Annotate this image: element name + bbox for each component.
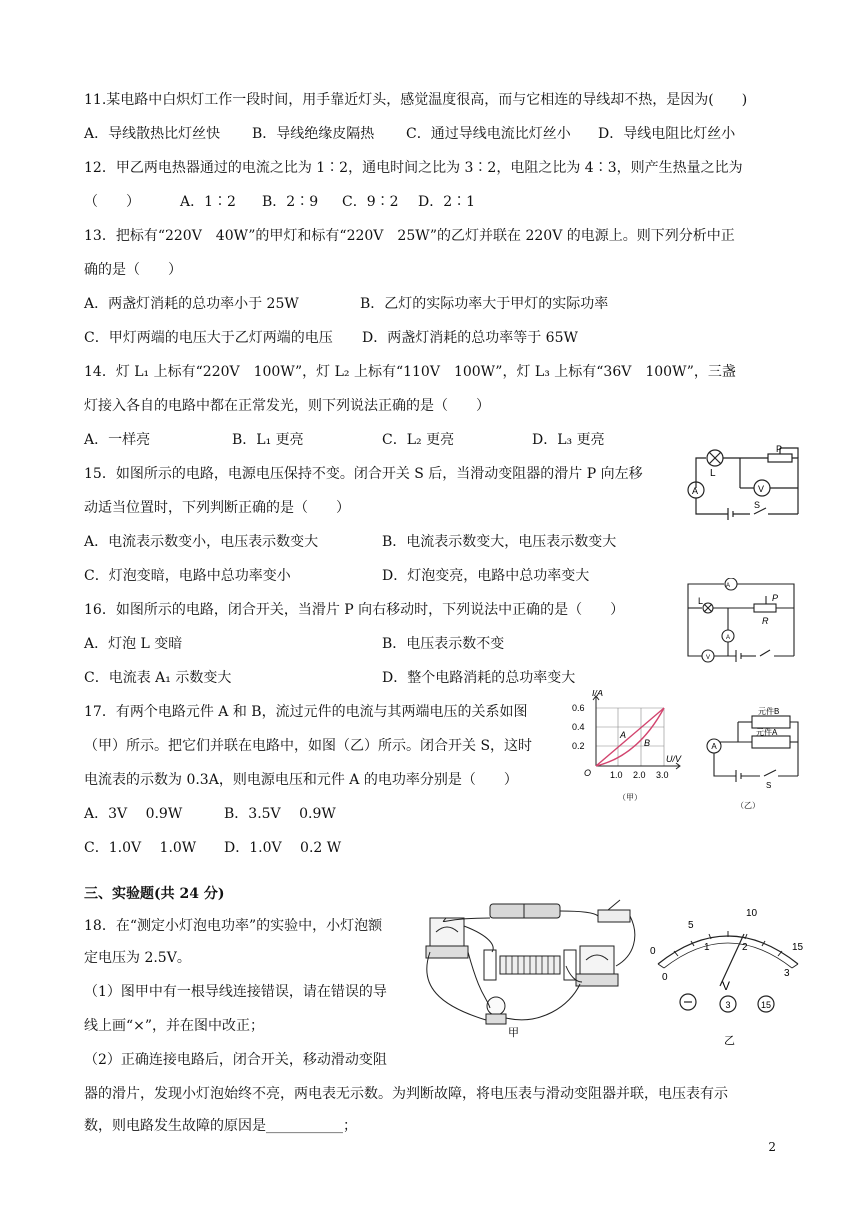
q15-stem-2: 动适当位置时，下列判断正确的是（ ）	[84, 500, 350, 516]
q13-option-d: D．两盏灯消耗的总功率等于 65W	[362, 330, 578, 346]
q18-line-2: 定电压为 2.5V。	[84, 950, 191, 966]
q11-option-b: B．导线绝缘皮隔热	[252, 126, 375, 142]
q16-option-d: D．整个电路消耗的总功率变大	[382, 670, 576, 686]
q14-option-c: C．L₂ 更亮	[382, 432, 455, 448]
q17-parallel-circuit	[700, 704, 804, 810]
q17-stem-2: （甲）所示。把它们并联在电路中，如图（乙）所示。闭合开关 S，这时	[84, 738, 533, 754]
q17-ammeter-label: A	[711, 742, 717, 751]
q16-label-r: R	[762, 616, 769, 626]
q12-option-d: D．2∶1	[418, 194, 476, 210]
meter-top-scale-0: 0	[650, 946, 656, 957]
q16-label-p: P	[772, 593, 779, 603]
q16-label-l: L	[698, 596, 704, 606]
q12-paren: （ ）	[84, 194, 140, 210]
q14-option-b: B．L₁ 更亮	[232, 432, 304, 448]
q17-graph-ylabel: I/A	[592, 690, 604, 698]
q17-iv-graph	[568, 690, 692, 810]
q17-option-b: B．3.5V 0.9W	[224, 806, 336, 822]
q17-graph-ytick-04: 0.4	[572, 722, 585, 732]
q17-graph-xtick-2: 2.0	[633, 770, 646, 780]
q17-stem-1: 17．有两个电路元件 A 和 B，流过元件的电流与其两端电压的关系如图	[84, 704, 528, 720]
q17-element-b-label: 元件B	[758, 707, 780, 716]
q17-graph-ytick-02: 0.2	[572, 741, 585, 751]
q13-option-b: B．乙灯的实际功率大于甲灯的实际功率	[360, 296, 609, 312]
q17-curve-a-label: A	[620, 730, 627, 740]
q14-stem-1: 14．灯 L₁ 上标有“220V 100W”，灯 L₂ 上标有“110V 100W”，灯 L₃ 上标有“36V 100W”，三盏	[84, 364, 736, 380]
meter-v-symbol: V	[722, 979, 731, 993]
meter-bottom-scale-1: 1	[704, 942, 710, 953]
q18-line-4: 线上画“×”，并在图中改正；	[84, 1018, 265, 1034]
q17-graph-caption: （甲）	[618, 793, 642, 802]
q12-option-c: C．9∶2	[342, 194, 399, 210]
q14-stem-2: 灯接入各自的电路中都在正常发光，则下列说法正确的是（ ）	[84, 398, 490, 414]
q15-option-d: D．灯泡变亮，电路中总功率变大	[382, 568, 590, 584]
q13-option-c: C．甲灯两端的电压大于乙灯两端的电压	[84, 330, 333, 346]
q16-stem: 16．如图所示的电路，闭合开关，当滑片 P 向右移动时，下列说法中正确的是（ ）	[84, 602, 625, 618]
q17-graph-origin: O	[584, 768, 592, 778]
q17-graph-ytick-06: 0.6	[572, 703, 585, 713]
q15-label-p: P	[776, 444, 783, 454]
q17-option-d: D．1.0V 0.2 W	[224, 840, 342, 856]
q18-figure-caption-yi: 乙	[724, 1035, 735, 1047]
q14-option-a: A．一样亮	[84, 432, 151, 448]
meter-terminal-3: 3	[725, 1000, 731, 1010]
q16-option-a: A．灯泡 L 变暗	[84, 636, 183, 652]
q18-voltmeter-figure	[642, 898, 814, 1048]
q15-stem-1: 15．如图所示的电路，电源电压保持不变。闭合开关 S 后，当滑动变阻器的滑片 P 向左移	[84, 466, 643, 482]
q11-option-c: C．通过导线电流比灯丝小	[406, 126, 571, 142]
q13-stem-1: 13．把标有“220V 40W”的甲灯和标有“220V 25W”的乙灯并联在 220V 的电源上。则下列分析中正	[84, 228, 735, 244]
q18-apparatus-figure	[420, 896, 640, 1046]
q12-option-b: B．2∶9	[262, 194, 319, 210]
q18-line-1: 18．在“测定小灯泡电功率”的实验中，小灯泡额	[84, 918, 383, 934]
q16-ammeter-a1: A	[725, 583, 731, 589]
q18-line-6: 器的滑片，发现小灯泡始终不亮，两电表无示数。为判断故障，将电压表与滑动变阻器并联，电压表有示	[84, 1086, 728, 1102]
q12-stem: 12．甲乙两电热器通过的电流之比为 1∶2，通电时间之比为 3∶2，电阻之比为 4∶3，则产生热量之比为	[84, 160, 743, 176]
q17-switch-label: S	[766, 781, 772, 790]
meter-top-scale-15: 15	[792, 942, 804, 953]
q18-line-3: （1）图甲中有一根导线连接错误，请在错误的导	[84, 984, 387, 1000]
q15-circuit-figure	[684, 442, 804, 522]
q15-switch-label: S	[754, 500, 761, 510]
meter-bottom-scale-0: 0	[662, 972, 668, 983]
q17-option-c: C．1.0V 1.0W	[84, 840, 197, 856]
q17-curve-b-label: B	[644, 738, 651, 748]
q11-option-a: A．导线散热比灯丝快	[84, 126, 221, 142]
q17-stem-3: 电流表的示数为 0.3A，则电源电压和元件 A 的电功率分别是（ ）	[84, 772, 518, 788]
q18-line-5: （2）正确连接电路后，闭合开关，移动滑动变阻	[84, 1052, 387, 1068]
q15-ammeter-label: A	[692, 486, 699, 496]
q16-voltmeter-label: V	[705, 655, 711, 661]
q17-option-a: A．3V 0.9W	[84, 806, 183, 822]
q11-stem: 11.某电路中白炽灯工作一段时间，用手靠近灯头，感觉温度很高，而与它相连的导线却不热，是因为( )	[84, 92, 748, 108]
q15-option-b: B．电流表示数变大，电压表示数变大	[382, 534, 617, 550]
q17-graph-xtick-3: 3.0	[656, 770, 669, 780]
q18-line-7: 数，则电路发生故障的原因是___________；	[84, 1118, 357, 1134]
meter-terminal-15: 15	[760, 1000, 772, 1010]
meter-bottom-scale-2: 2	[742, 942, 748, 953]
q11-option-d: D．导线电阻比灯丝小	[598, 126, 736, 142]
q14-option-d: D．L₃ 更亮	[532, 432, 605, 448]
q17-graph-xtick-1: 1.0	[610, 770, 623, 780]
q15-option-a: A．电流表示数变小，电压表示数变大	[84, 534, 319, 550]
meter-top-scale-5: 5	[688, 920, 694, 931]
q16-option-c: C．电流表 A₁ 示数变大	[84, 670, 232, 686]
q15-label-l: L	[710, 468, 716, 479]
q16-option-b: B．电压表示数不变	[382, 636, 505, 652]
q15-voltmeter-label: V	[758, 484, 765, 494]
q12-option-a: A．1∶2	[180, 194, 236, 210]
q13-option-a: A．两盏灯消耗的总功率小于 25W	[84, 296, 299, 312]
page-number: 2	[768, 1140, 776, 1154]
section-heading-experiments: 三、实验题(共 24 分)	[84, 886, 225, 902]
q17-circuit-caption: （乙）	[736, 801, 760, 810]
q16-ammeter-a2: A	[725, 635, 731, 641]
meter-top-scale-10: 10	[746, 908, 758, 919]
q18-figure-caption-jia: 甲	[508, 1027, 519, 1039]
meter-bottom-scale-3: 3	[784, 968, 790, 979]
q13-stem-2: 确的是（ ）	[84, 262, 182, 278]
q15-option-c: C．灯泡变暗，电路中总功率变小	[84, 568, 291, 584]
q17-element-a-label: 元件A	[756, 728, 778, 737]
q17-graph-xlabel: U/V	[666, 754, 682, 764]
q16-circuit-figure	[684, 578, 802, 666]
